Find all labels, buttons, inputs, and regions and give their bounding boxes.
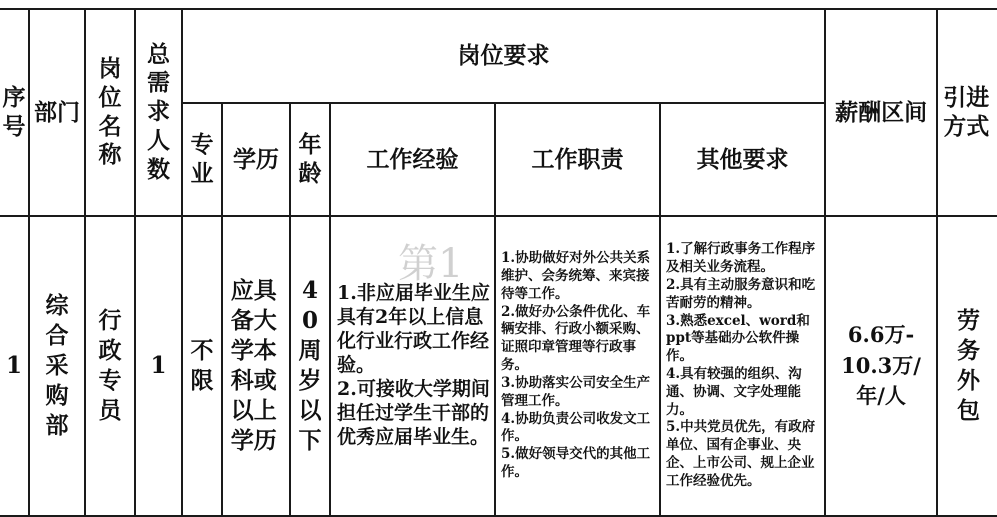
row-major-cell — [182, 216, 222, 516]
row-duties-cell — [495, 216, 660, 516]
row-experience-cell — [330, 216, 495, 516]
row-position-cell — [85, 216, 135, 516]
header-age: 年龄 — [298, 130, 322, 187]
header-seq-cell — [0, 9, 29, 216]
row-position: 行政专员 — [98, 307, 122, 424]
header-education: 学历 — [233, 145, 279, 173]
header-other-cell — [660, 103, 825, 216]
row-education-cell — [222, 216, 290, 516]
header-headcount: 总需求人数 — [146, 40, 170, 183]
header-requirements-cell — [182, 9, 825, 103]
row-education: 应具备大学本科或以上学历 — [230, 277, 277, 454]
row-salary-line-3: 年/人 — [856, 383, 906, 409]
row-salary-cell — [825, 216, 937, 516]
row-dept-cell — [29, 216, 85, 516]
header-hiring: 引进方式 — [943, 83, 990, 140]
header-major-cell — [182, 103, 222, 216]
row-experience-item-2: 2.可接收大学期间担任过学生干部的优秀应届毕业生。 — [337, 377, 490, 448]
header-requirements: 岗位要求 — [457, 42, 550, 70]
row-age: 40周岁以下 — [298, 277, 322, 454]
row-experience-item-1: 1.非应届毕业生应具有2年以上信息化行业行政工作经验。 — [337, 282, 490, 377]
header-salary-cell — [825, 9, 937, 216]
row-age-cell — [290, 216, 330, 516]
row-headcount: 1 — [150, 352, 167, 380]
header-experience-cell — [330, 103, 495, 216]
header-duties-cell — [495, 103, 660, 216]
header-headcount-cell — [135, 9, 182, 216]
header-position-cell — [85, 9, 135, 216]
row-other-cell — [660, 216, 825, 516]
row-hiring-cell — [937, 216, 997, 516]
page-watermark: 第1 — [398, 241, 464, 287]
row-other-item-1: 1.了解行政事务工作程序及相关业务流程。 — [666, 241, 816, 276]
row-other-item-4: 4.具有较强的组织、沟通、协调、文字处理能力。 — [666, 366, 802, 418]
header-dept-cell — [29, 9, 85, 216]
row-salary-line-1: 6.6万- — [847, 322, 915, 348]
header-row-top — [0, 9, 997, 103]
row-duties-item-5: 5.做好领导交代的其他工作。 — [501, 446, 651, 480]
header-major: 专业 — [190, 130, 214, 187]
header-hiring-cell — [937, 9, 997, 216]
row-major: 不限 — [190, 337, 214, 394]
row-seq: 1 — [5, 352, 22, 380]
row-other-item-2: 2.具有主动服务意识和吃苦耐劳的精神。 — [666, 276, 816, 311]
job-requirements-table — [0, 8, 997, 517]
row-seq-cell — [0, 216, 29, 516]
row-duties-item-1: 1.协助做好对外公共关系维护、会务统筹、来宾接待等工作。 — [501, 250, 651, 302]
row-duties-item-2: 2.做好办公条件优化、车辆安排、行政小额采购、证照印章管理等行政事务。 — [501, 303, 651, 374]
row-duties-item-3: 3.协助落实公司安全生产管理工作。 — [501, 374, 651, 409]
header-age-cell — [290, 103, 330, 216]
row-other-item-3: 3.熟悉excel、word和ppt等基础办公软件操作。 — [666, 312, 810, 365]
row-salary-line-2: 10.3万/ — [841, 352, 921, 378]
row-duties-item-4: 4.协助负责公司收发文工作。 — [501, 410, 651, 445]
header-experience: 工作经验 — [366, 145, 459, 173]
header-position: 岗位名称 — [98, 55, 122, 169]
header-duties: 工作职责 — [531, 145, 624, 173]
header-other: 其他要求 — [696, 145, 789, 173]
row-other-item-5: 5.中共党员优先，有政府单位、国有企事业、央企、上市公司、规上企业工作经验优先。 — [666, 419, 816, 489]
header-education-cell — [222, 103, 290, 216]
header-seq: 序号 — [2, 83, 26, 140]
header-salary: 薪酬区间 — [835, 98, 928, 126]
row-headcount-cell — [135, 216, 182, 516]
row-hiring: 劳务外包 — [957, 307, 981, 424]
header-dept: 部门 — [34, 98, 80, 126]
row-dept: 综合采购部 — [45, 292, 69, 439]
table-row — [0, 216, 997, 516]
